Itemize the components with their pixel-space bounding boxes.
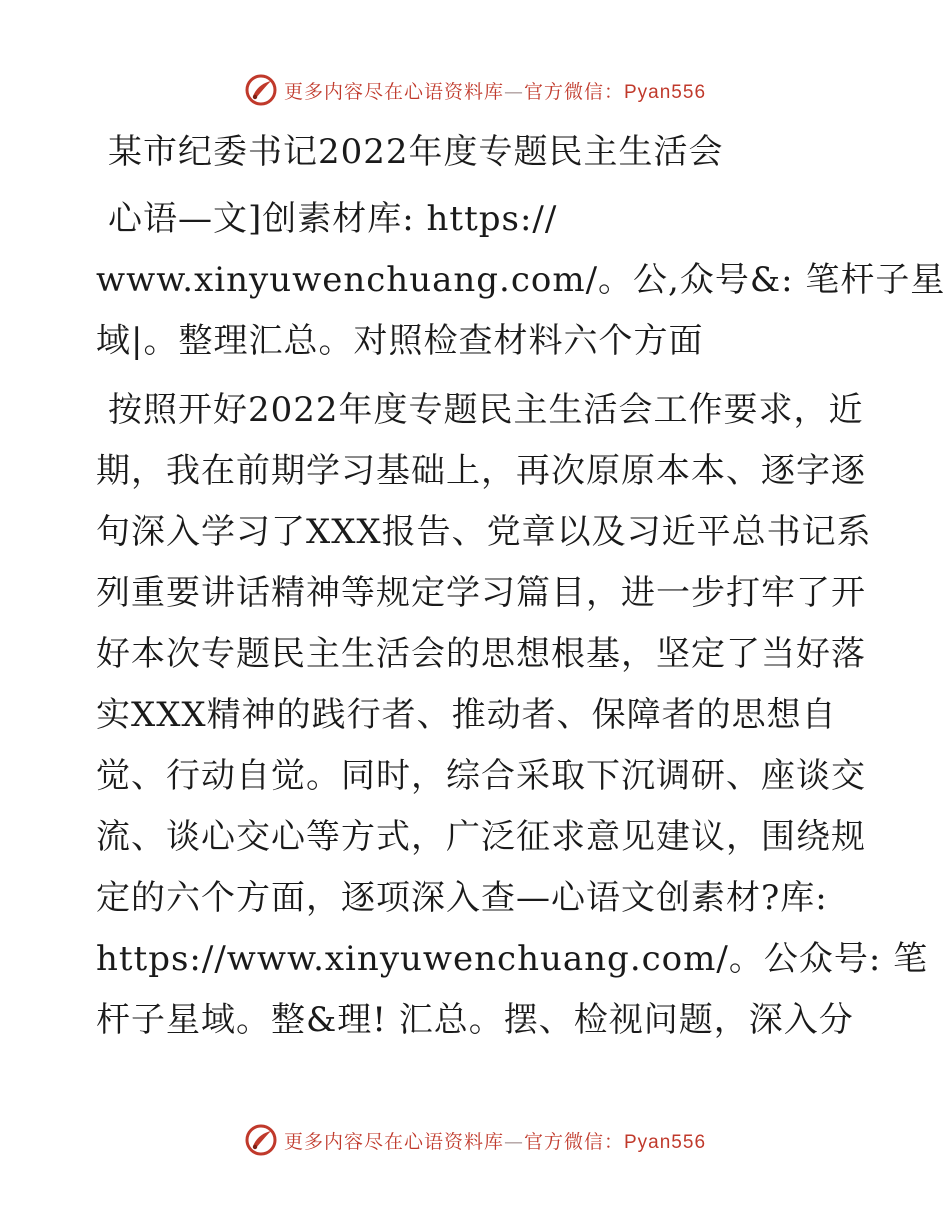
body-line: 定的六个方面，逐项深入查—心语文创素材?库:: [96, 878, 828, 918]
body-line: 觉、行动自觉。同时，综合采取下沉调研、座谈交: [96, 756, 866, 796]
watermark-wechat-id: Pyan556: [624, 1131, 707, 1153]
body-line: 好本次专题民主生活会的思想根基，坚定了当好落: [96, 634, 866, 674]
watermark-text: [284, 77, 706, 104]
document-title: 某市纪委书记2022年度专题民主生活会: [108, 132, 724, 172]
header-watermark-banner: [0, 70, 950, 110]
intro-line: 心语—文]创素材库: https://: [108, 199, 558, 239]
watermark-separator: —: [503, 1130, 524, 1153]
watermark-main: 更多内容尽在心语资料库: [283, 1130, 504, 1153]
watermark-wechat-id: Pyan556: [624, 81, 707, 103]
watermark-separator: —: [503, 80, 524, 103]
body-line: 实XXX精神的践行者、推动者、保障者的思想自: [96, 695, 837, 735]
watermark-wechat-label: 官方微信：: [523, 1130, 624, 1153]
footer-watermark-banner: [0, 1120, 950, 1160]
body-line: 列重要讲话精神等规定学习篇目，进一步打牢了开: [96, 573, 866, 613]
body-line: 流、谈心交心等方式，广泛征求意见建议，围绕规: [96, 817, 866, 857]
ink-brush-logo-icon: [244, 73, 278, 107]
body-line: https://www.xinyuwenchuang.com/。公众号: 笔: [96, 939, 929, 979]
intro-line: 域|。整理汇总。对照检查材料六个方面: [96, 321, 704, 361]
watermark-text: [284, 1127, 706, 1154]
watermark-wechat-label: 官方微信：: [523, 80, 624, 103]
body-line: 杆子星域。整&理! 汇总。摆、检视问题，深入分: [96, 1000, 854, 1040]
body-line: 期，我在前期学习基础上，再次原原本本、逐字逐: [96, 451, 866, 491]
body-line: 句深入学习了XXX报告、党章以及习近平总书记系: [96, 512, 872, 552]
ink-brush-logo-icon: [244, 1123, 278, 1157]
watermark-main: 更多内容尽在心语资料库: [283, 80, 504, 103]
body-line: 按照开好2022年度专题民主生活会工作要求，近: [108, 390, 864, 430]
intro-line: www.xinyuwenchuang.com/。公,众号&: 笔杆子星: [96, 260, 946, 300]
document-body: [96, 122, 946, 1051]
